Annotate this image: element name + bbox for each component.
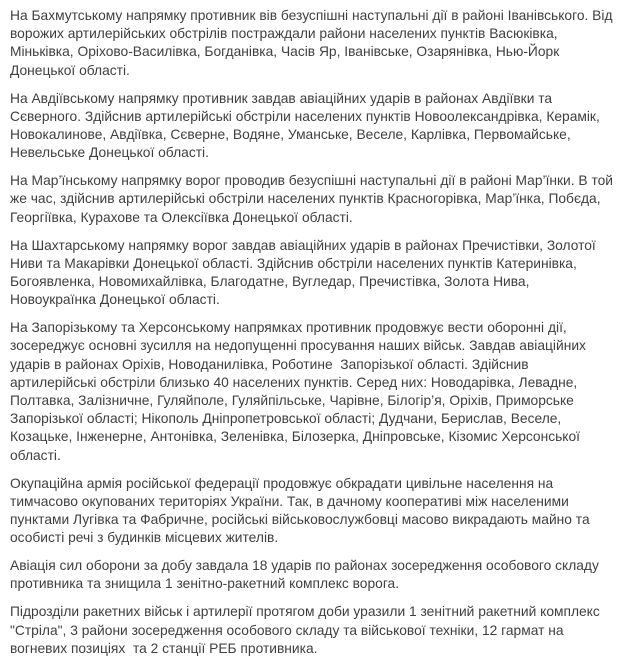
report-paragraph-missile-artillery: Підрозділи ракетних військ і артилерії протягом доби уразили 1 зенітний ракетний комплекс "Стріла", 3 райони зосередження особового складу та військової техніки, 12 гармат на вогневих позиціях та 2 станції РЕБ противника. [10,604,604,656]
report-paragraph-shakhtarsk: На Шахтарському напрямку ворог завдав авіаційних ударів в районах Пречистівки, Золотої Ниви та Макарівки Донецької області. Здійснив обстріли населених пунктів Катеринівка, Богоявленка, Новомихайлівка, Благодатне, Вугледар, Пречистівка, Золота Нива, Новоукраїнка Донецької області. [10,237,600,308]
report-paragraph-aviation-strikes: Авіація сил оборони за добу завдала 18 ударів по районах зосередження особового складу противника та знищила 1 зенітно-ракетний комплекс ворога. [10,558,603,592]
report-paragraph-occupation-looting: Окупаційна армія російської федерації продовжує обкрадати цивільне населення на тимчасово окупованих територіях України. Так, в дачному кооперативі між населеними пунктами Лугівка та Фабричне, російські військовослужбовці масово викрадають майно та особисті речі з будинків місцевих жителів. [10,475,594,546]
report-paragraph-bakhmut: На Бахмутському напрямку противник вів безуспішні наступальні дії в районі Іванівського. Від ворожих артилерійських обстрілів постраждали райони населених пунктів Васюківка, Міньківка, Оріхово-Василівка, Богданівка, Часів Яр, Іванівське, Озарянівка, Нью-Йорк Донецької області. [10,8,617,78]
report-paragraph-avdiivka: На Авдіївському напрямку противник завдав авіаційних ударів в районах Авдіївки та Сєверного. Здійснив артилерійські обстріли населених пунктів Новоолександрівка, Керамік, Новокалинове, Авдіївка, Сєверне, Водяне, Уманське, Веселе, Карлівка, Первомайське, Невельське Донецької області. [10,90,604,161]
report-paragraph-marinka: На Мар’їнському напрямку ворог проводив безуспішні наступальні дії в районі Мар’їнки. В той же час, здійснив артилерійські обстріли населених пунктів Красногорівка, Мар’їнка, Побєда, Георгіївка, Курахове та Олексіївка Донецької області. [10,173,617,225]
report-paragraph-zaporizhzhia-kherson: На Запорізькому та Херсонському напрямках противник продовжує вести оборонні дії, зосереджує основні зусилля на недопущенні просування наших військ. Завдав авіаційних ударів в районах Оріхів, Новоданилівка, Роботине Запорізької області. Здійснив артилерійські обстріли близько 40 населених пунктів. Серед них: Новодарівка, Левадне, Полтавка, Залізничне, Гуляйполе, Гуляйпільське, Чарівне, Білогір’я, Оріхів, Приморське Запорізької області; Нікополь Дніпропетровської області; Дудчани, Берислав, Веселе, Козацьке, Інженерне, Антонівка, Зеленівка, Білозерка, Дніпровське, Кізомис Херсонської області. [10,320,590,463]
